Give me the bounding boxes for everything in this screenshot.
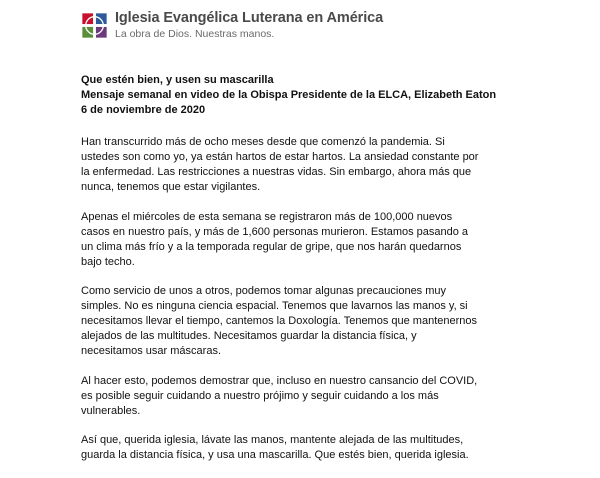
document-heading: [81, 73, 496, 118]
paragraph: Han transcurrido más de ocho meses desde que comenzó la pandemia. Si ustedes son como yo, ya están hartos de estar hartos. La ansiedad constante por la enfermedad. Las restricciones a nuestras vidas. Sin embargo, ahora más que nunca, tenemos que estar vigilantes.: [81, 136, 479, 193]
paragraph: Como servicio de unos a otros, podemos tomar algunas precauciones muy simples. No es ninguna ciencia espacial. Tenemos que lavarnos las manos y, si necesitamos llevar el tiempo, cantemos la Doxología. Tenemos que mantenernos alejados de las multitudes. Necesitamos guardar la distancia física, y necesitamos usar máscaras.: [81, 285, 478, 357]
paragraph: Al hacer esto, podemos demostrar que, incluso en nuestro cansancio del COVID, es posible seguir cuidando a nuestro prójimo y seguir cuidando a los más vulnerables.: [81, 374, 478, 417]
paragraph: Así que, querida iglesia, lávate las manos, mantente alejada de las multitudes, guarda la distancia física, y usa una mascarilla. Que estés bien, querida iglesia.: [81, 434, 469, 461]
organization-name: Iglesia Evangélica Luterana en América: [115, 10, 384, 26]
document-body: [81, 135, 481, 478]
elca-cross-logo-icon: [81, 12, 108, 39]
document-subtitle: Mensaje semanal en video de la Obispa Presidente de la ELCA, Elizabeth Eaton: [81, 89, 497, 101]
paragraph: Apenas el miércoles de esta semana se registraron más de 100,000 nuevos casos en nuestro país, y más de 1,600 personas murieron. Estamos pasando a un clima más frío y a la temporada regular de gripe, que nos harán quedarnos bajo techo.: [81, 210, 469, 268]
elca-logo: [81, 10, 383, 41]
document-date: 6 de noviembre de 2020: [81, 104, 206, 116]
document-title: Que estén bien, y usen su mascarilla: [81, 74, 274, 86]
organization-tagline: La obra de Dios. Nuestras manos.: [115, 28, 275, 40]
